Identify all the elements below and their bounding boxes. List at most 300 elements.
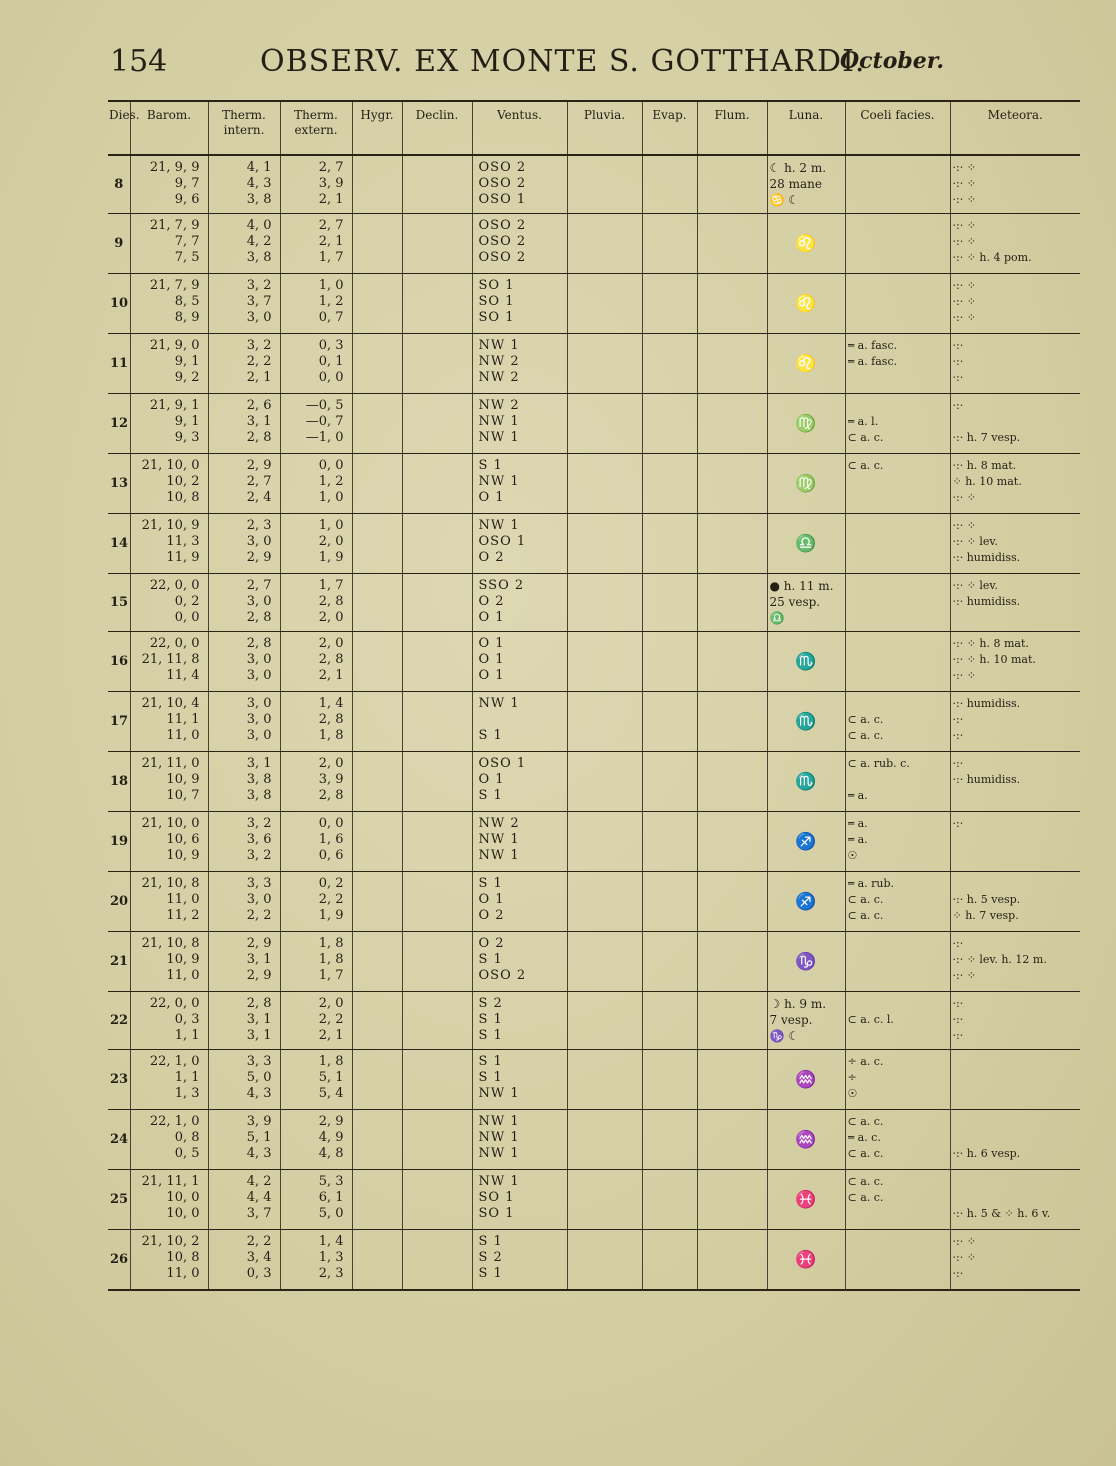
tex-line: 1, 0: [318, 278, 344, 293]
ventus-cell: [472, 812, 567, 872]
tin-line: 2, 8: [246, 996, 272, 1011]
day-cell: 23: [108, 1050, 130, 1110]
hygr-cell: [352, 692, 402, 752]
ventus-cell: [472, 334, 567, 394]
tex-line: 2, 1: [318, 234, 344, 249]
barom-line: 11, 0: [166, 1266, 200, 1281]
barom-cell: [130, 155, 208, 214]
coeli-line: [848, 1250, 948, 1266]
luna-cell: [767, 872, 845, 932]
luna-cell: [767, 514, 845, 574]
tex-line: 3, 9: [318, 176, 344, 191]
hygr-cell: [352, 1230, 402, 1291]
meteora-line: ·:· humidiss.: [952, 551, 1021, 564]
meteora-line: ·:·: [952, 817, 964, 830]
table-row: [108, 992, 1080, 1050]
col-declin: Declin.: [402, 101, 472, 155]
barom-line: 7, 5: [174, 250, 200, 265]
ventus-line: SO 1: [478, 278, 515, 293]
therm-extern-cell: [280, 692, 352, 752]
luna-cell: [767, 214, 845, 274]
tex-line: 1, 0: [318, 518, 344, 533]
therm-extern-cell: [280, 1050, 352, 1110]
evap-cell: [642, 752, 697, 812]
therm-extern-cell: [280, 752, 352, 812]
ventus-line: NW 2: [478, 816, 520, 831]
therm-extern-cell: [280, 932, 352, 992]
meteora-line: [953, 1190, 1079, 1206]
table-row: [108, 1170, 1080, 1230]
coeli-line: ⊂ a. c. l.: [847, 1013, 894, 1026]
coeli-line: [848, 1266, 948, 1282]
table-body: [108, 155, 1080, 1290]
hygr-cell: [352, 1110, 402, 1170]
barom-cell: [130, 334, 208, 394]
meteora-line: [953, 610, 1079, 626]
barom-line: 21, 11, 0: [141, 756, 200, 771]
therm-extern-cell: [280, 214, 352, 274]
therm-extern-cell: [280, 1170, 352, 1230]
tex-line: 5, 1: [318, 1070, 344, 1085]
tex-line: 2, 0: [318, 636, 344, 651]
tex-line: 0, 0: [318, 816, 344, 831]
tin-line: 3, 1: [246, 1028, 272, 1043]
barom-cell: [130, 574, 208, 632]
coeli-line: ⊂ a. c.: [847, 909, 884, 922]
hygr-cell: [352, 574, 402, 632]
luna_lines-line: 7 vesp.: [769, 1013, 813, 1027]
day-cell: 25: [108, 1170, 130, 1230]
flum-cell: [697, 334, 767, 394]
hygr-cell: [352, 632, 402, 692]
luna_lines-line: ♑ ☾: [769, 1029, 800, 1043]
ventus-cell: [472, 1050, 567, 1110]
therm-extern-cell: [280, 454, 352, 514]
therm-intern-cell: [208, 394, 280, 454]
flum-cell: [697, 454, 767, 514]
meteora-line: [953, 788, 1079, 804]
therm-intern-cell: [208, 632, 280, 692]
barom-line: 0, 2: [174, 594, 200, 609]
coeli-line: [848, 370, 948, 386]
flum-cell: [697, 992, 767, 1050]
ventus-cell: [472, 514, 567, 574]
tex-line: 2, 8: [318, 788, 344, 803]
zodiac-sign-icon: ♌: [795, 234, 817, 254]
flum-cell: [697, 274, 767, 334]
coeli-facies-cell: [845, 992, 950, 1050]
tin-line: 2, 2: [246, 354, 272, 369]
ventus-line: S 1: [478, 1054, 503, 1069]
coeli-line: ═ a.: [847, 789, 868, 802]
meteora-line: ·:· humidiss.: [952, 697, 1021, 710]
evap-cell: [642, 394, 697, 454]
day-cell: 26: [108, 1230, 130, 1291]
tin-line: 3, 2: [246, 848, 272, 863]
meteora-line: ·:· ⁘: [952, 1251, 976, 1264]
tex-line: 2, 0: [318, 996, 344, 1011]
luna-cell: [767, 632, 845, 692]
ventus-line: OSO 1: [478, 192, 527, 207]
tin-line: 4, 1: [246, 160, 272, 175]
declin-cell: [402, 334, 472, 394]
therm-extern-cell: [280, 812, 352, 872]
pluvia-cell: [567, 274, 642, 334]
coeli-line: [848, 652, 948, 668]
pluvia-cell: [567, 812, 642, 872]
barom-line: 10, 0: [166, 1190, 200, 1205]
luna-cell: [767, 1110, 845, 1170]
therm-intern-cell: [208, 1050, 280, 1110]
ventus-line: O 1: [478, 610, 505, 625]
hygr-cell: [352, 394, 402, 454]
barom-line: 10, 7: [166, 788, 200, 803]
tex-line: 2, 7: [318, 218, 344, 233]
coeli-line: ⊂ a. c.: [847, 893, 884, 906]
ventus-line: O 1: [478, 636, 505, 651]
tin-line: 2, 3: [246, 518, 272, 533]
meteora-line: ·:·: [952, 1267, 964, 1280]
tex-line: 1, 8: [318, 936, 344, 951]
col-flum: Flum.: [697, 101, 767, 155]
barom-cell: [130, 992, 208, 1050]
zodiac-sign-icon: ♏: [795, 652, 817, 672]
therm-extern-cell: [280, 394, 352, 454]
tin-line: 3, 6: [246, 832, 272, 847]
tex-line: 1, 7: [318, 968, 344, 983]
hygr-cell: [352, 752, 402, 812]
tex-line: 2, 9: [318, 1114, 344, 1129]
ventus-line: NW 1: [478, 1086, 520, 1101]
barom-cell: [130, 454, 208, 514]
meteora-cell: [950, 812, 1080, 872]
col-dies: Dies.: [108, 101, 130, 155]
tex-line: 2, 7: [318, 160, 344, 175]
tex-line: 2, 1: [318, 192, 344, 207]
col-coeli-facies: Coeli facies.: [845, 101, 950, 155]
meteora-line: [953, 1114, 1079, 1130]
meteora-line: ·:·: [952, 713, 964, 726]
therm-extern-cell: [280, 334, 352, 394]
day-cell: 18: [108, 752, 130, 812]
meteora-line: ·:· ⁘: [952, 235, 976, 248]
tin-line: 3, 3: [246, 876, 272, 891]
hygr-cell: [352, 932, 402, 992]
coeli-line: ⊂ a. c.: [847, 1191, 884, 1204]
coeli-line: [848, 1234, 948, 1250]
zodiac-sign-icon: ♏: [795, 712, 817, 732]
therm-extern-cell: [280, 514, 352, 574]
coeli-line: ☉: [847, 1087, 858, 1100]
declin-cell: [402, 394, 472, 454]
flum-cell: [697, 1230, 767, 1291]
ventus-line: S 1: [478, 728, 503, 743]
col-barom: Barom.: [130, 101, 208, 155]
meteora-cell: [950, 514, 1080, 574]
meteora-cell: [950, 1050, 1080, 1110]
ventus-line: SO 1: [478, 1206, 515, 1221]
zodiac-sign-icon: ♍: [795, 414, 817, 434]
tin-line: 3, 0: [246, 534, 272, 549]
tin-line: 3, 0: [246, 728, 272, 743]
meteora-line: ·:· ⁘: [952, 491, 976, 504]
coeli-facies-cell: [845, 454, 950, 514]
col-pluvia: Pluvia.: [567, 101, 642, 155]
barom-line: 9, 1: [174, 414, 200, 429]
coeli-line: ÷ a. c.: [847, 1055, 884, 1068]
barom-line: 22, 1, 0: [149, 1054, 200, 1069]
therm-extern-cell: [280, 155, 352, 214]
tex-line: 4, 9: [318, 1130, 344, 1145]
ventus-cell: [472, 1110, 567, 1170]
ventus-line: S 1: [478, 1266, 503, 1281]
coeli-line: ⊂ a. c.: [847, 1175, 884, 1188]
flum-cell: [697, 1170, 767, 1230]
ventus-cell: [472, 574, 567, 632]
barom-line: 7, 7: [174, 234, 200, 249]
ventus-line: NW 1: [478, 414, 520, 429]
evap-cell: [642, 932, 697, 992]
meteora-cell: [950, 454, 1080, 514]
barom-cell: [130, 394, 208, 454]
coeli-facies-cell: [845, 932, 950, 992]
therm-intern-cell: [208, 872, 280, 932]
barom-line: 11, 3: [166, 534, 200, 549]
barom-cell: [130, 514, 208, 574]
hygr-cell: [352, 274, 402, 334]
meteora-line: [953, 848, 1079, 864]
day-cell: 24: [108, 1110, 130, 1170]
tex-line: 2, 2: [318, 1012, 344, 1027]
tin-line: 2, 9: [246, 550, 272, 565]
barom-line: 1, 3: [174, 1086, 200, 1101]
tin-line: 2, 8: [246, 636, 272, 651]
meteora-line: ·:· ⁘: [952, 311, 976, 324]
declin-cell: [402, 274, 472, 334]
pluvia-cell: [567, 692, 642, 752]
meteora-line: [953, 1054, 1079, 1070]
table-row: [108, 632, 1080, 692]
ventus-line: NW 1: [478, 338, 520, 353]
observation-table: [108, 100, 1080, 1291]
tin-line: 2, 4: [246, 490, 272, 505]
evap-cell: [642, 214, 697, 274]
barom-line: 21, 9, 1: [149, 398, 200, 413]
coeli-facies-cell: [845, 752, 950, 812]
barom-line: 11, 0: [166, 892, 200, 907]
tex-line: 6, 1: [318, 1190, 344, 1205]
zodiac-sign-icon: ♓: [795, 1190, 817, 1210]
tex-line: 1, 9: [318, 908, 344, 923]
meteora-line: ·:· ⁘ lev.: [952, 579, 998, 592]
tex-line: 0, 0: [318, 458, 344, 473]
tex-line: 2, 2: [318, 892, 344, 907]
declin-cell: [402, 1110, 472, 1170]
meteora-line: ·:· ⁘: [952, 969, 976, 982]
meteora-line: ⁘ h. 7 vesp.: [952, 909, 1019, 922]
luna-cell: [767, 1050, 845, 1110]
therm-intern-cell: [208, 1110, 280, 1170]
barom-line: 10, 9: [166, 848, 200, 863]
tin-line: 4, 0: [246, 218, 272, 233]
barom-line: 22, 0, 0: [149, 578, 200, 593]
tex-line: 1, 2: [318, 474, 344, 489]
ventus-line: OSO 2: [478, 176, 527, 191]
meteora-line: ·:·: [952, 371, 964, 384]
coeli-line: ⊂ a. c.: [847, 729, 884, 742]
barom-line: 21, 11, 8: [141, 652, 200, 667]
pluvia-cell: [567, 632, 642, 692]
tin-line: 4, 4: [246, 1190, 272, 1205]
coeli-facies-cell: [845, 692, 950, 752]
therm-intern-cell: [208, 155, 280, 214]
coeli-line: ÷: [847, 1071, 857, 1084]
luna_lines-line: 28 mane: [769, 177, 822, 191]
ventus-line: SSO 2: [478, 578, 525, 593]
coeli-line: [848, 936, 948, 952]
coeli-line: [848, 594, 948, 610]
tex-line: 2, 0: [318, 610, 344, 625]
meteora-cell: [950, 1170, 1080, 1230]
barom-cell: [130, 1230, 208, 1291]
coeli-line: ⊂ a. c.: [847, 1115, 884, 1128]
ventus-line: S 1: [478, 952, 503, 967]
tin-line: 3, 9: [246, 1114, 272, 1129]
meteora-line: ·:· ⁘ h. 8 mat.: [952, 637, 1029, 650]
ventus-line: O 1: [478, 892, 505, 907]
coeli-line: ⊂ a. c.: [847, 1147, 884, 1160]
ventus-line: NW 1: [478, 1146, 520, 1161]
table-row: [108, 812, 1080, 872]
therm-extern-cell: [280, 574, 352, 632]
ventus-line: [479, 712, 565, 728]
meteora-line: [953, 1086, 1079, 1102]
meteora-line: ·:·: [952, 1013, 964, 1026]
ventus-line: NW 1: [478, 430, 520, 445]
barom-line: 11, 0: [166, 968, 200, 983]
tin-line: 2, 7: [246, 474, 272, 489]
coeli-facies-cell: [845, 1110, 950, 1170]
zodiac-sign-icon: ♏: [795, 772, 817, 792]
coeli-line: [848, 474, 948, 490]
evap-cell: [642, 872, 697, 932]
ventus-line: NW 1: [478, 696, 520, 711]
coeli-facies-cell: [845, 574, 950, 632]
coeli-line: [848, 518, 948, 534]
flum-cell: [697, 692, 767, 752]
pluvia-cell: [567, 514, 642, 574]
luna-cell: [767, 394, 845, 454]
meteora-line: ·:·: [952, 937, 964, 950]
zodiac-sign-icon: ♒: [795, 1070, 817, 1090]
luna-cell: [767, 992, 845, 1050]
coeli-facies-cell: [845, 514, 950, 574]
therm-intern-cell: [208, 692, 280, 752]
luna_lines-line: ☽ h. 9 m.: [769, 997, 827, 1011]
tex-line: 2, 0: [318, 534, 344, 549]
coeli-line: [848, 490, 948, 506]
day-cell: 15: [108, 574, 130, 632]
table-row: [108, 1110, 1080, 1170]
zodiac-sign-icon: ♐: [795, 892, 817, 912]
meteora-cell: [950, 214, 1080, 274]
therm-intern-cell: [208, 214, 280, 274]
evap-cell: [642, 274, 697, 334]
coeli-line: [848, 996, 948, 1012]
barom-line: 21, 10, 0: [141, 816, 200, 831]
tex-line: 0, 0: [318, 370, 344, 385]
ventus-line: OSO 2: [478, 234, 527, 249]
zodiac-sign-icon: ♍: [795, 474, 817, 494]
coeli-line: [848, 1206, 948, 1222]
tin-line: 3, 2: [246, 338, 272, 353]
meteora-line: ·:· ⁘: [952, 669, 976, 682]
meteora-line: [953, 832, 1079, 848]
luna-cell: [767, 454, 845, 514]
barom-cell: [130, 932, 208, 992]
luna-cell: [767, 334, 845, 394]
flum-cell: [697, 1050, 767, 1110]
declin-cell: [402, 514, 472, 574]
pluvia-cell: [567, 1230, 642, 1291]
luna_lines-line: ♎: [769, 611, 785, 625]
evap-cell: [642, 812, 697, 872]
pluvia-cell: [567, 334, 642, 394]
coeli-line: ═ a. rub.: [847, 877, 895, 890]
meteora-line: ·:· ⁘: [952, 279, 976, 292]
tex-line: 1, 9: [318, 550, 344, 565]
luna_lines-line: ● h. 11 m.: [769, 579, 834, 593]
tex-line: —0, 7: [305, 414, 344, 429]
running-title: OBSERV. EX MONTE S. GOTTHARDI.: [260, 44, 866, 79]
meteora-cell: [950, 155, 1080, 214]
luna_lines-line: ♋ ☾: [769, 193, 800, 207]
table-row: [108, 454, 1080, 514]
ventus-line: NW 1: [478, 518, 520, 533]
tex-line: 0, 2: [318, 876, 344, 891]
barom-line: 11, 2: [166, 908, 200, 923]
meteora-line: ·:· h. 5 vesp.: [952, 893, 1021, 906]
meteora-cell: [950, 992, 1080, 1050]
coeli-facies-cell: [845, 1230, 950, 1291]
tin-line: 0, 3: [246, 1266, 272, 1281]
barom-line: 0, 3: [174, 1012, 200, 1027]
pluvia-cell: [567, 394, 642, 454]
meteora-line: ·:· ⁘: [952, 295, 976, 308]
ventus-line: OSO 2: [478, 250, 527, 265]
tex-line: 5, 0: [318, 1206, 344, 1221]
zodiac-sign-icon: ♒: [795, 1130, 817, 1150]
barom-line: 22, 1, 0: [149, 1114, 200, 1129]
meteora-line: ·:· humidiss.: [952, 595, 1021, 608]
col-meteora: Meteora.: [950, 101, 1080, 155]
tin-line: 3, 3: [246, 1054, 272, 1069]
meteora-line: [953, 414, 1079, 430]
hygr-cell: [352, 992, 402, 1050]
meteora-line: ·:· ⁘: [952, 519, 976, 532]
tin-line: 2, 2: [246, 908, 272, 923]
barom-line: 22, 0, 0: [149, 636, 200, 651]
coeli-line: ═ a. fasc.: [847, 355, 898, 368]
coeli-line: ═ a. l.: [847, 415, 879, 428]
tin-line: 4, 3: [246, 1146, 272, 1161]
meteora-line: ·:· ⁘: [952, 161, 976, 174]
tex-line: 5, 4: [318, 1086, 344, 1101]
tin-line: 3, 0: [246, 712, 272, 727]
barom-cell: [130, 1170, 208, 1230]
meteora-line: ·:·: [952, 729, 964, 742]
barom-line: 21, 9, 9: [149, 160, 200, 175]
